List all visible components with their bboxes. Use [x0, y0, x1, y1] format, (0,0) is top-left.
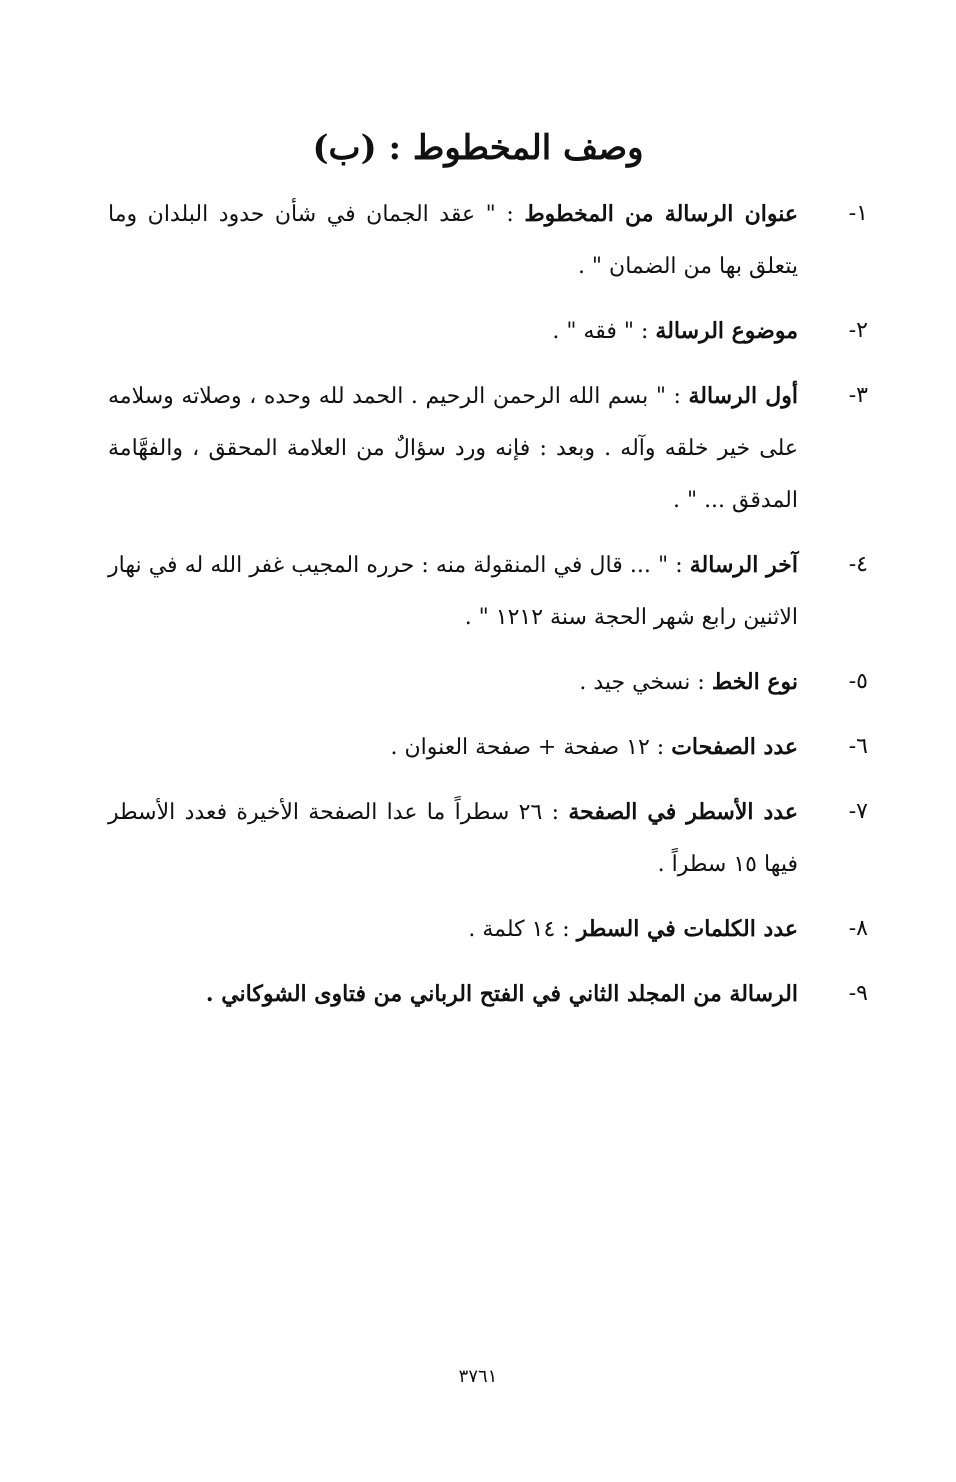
list-item: [108, 786, 868, 891]
item-label: الرسالة من المجلد الثاني في الفتح الرباني من فتاوى الشوكاني .: [205, 981, 798, 1007]
item-number: ٣-: [848, 383, 868, 408]
item-label: نوع الخط: [711, 669, 798, 695]
item-content: [108, 968, 798, 1021]
item-content: [108, 370, 798, 527]
item-number: ٩-: [848, 981, 868, 1006]
item-label: أول الرسالة: [688, 383, 798, 409]
list-item: [108, 903, 868, 956]
item-label: عدد الصفحات: [671, 734, 798, 760]
item-content: [108, 786, 798, 891]
item-number: ٦-: [848, 734, 868, 759]
list-item: [108, 370, 868, 527]
item-number: ١-: [848, 201, 868, 226]
item-number: ٨-: [848, 916, 868, 941]
list-item: [108, 305, 868, 358]
manuscript-description-list: [108, 188, 868, 1033]
item-content: [108, 305, 798, 358]
page-title: وصف المخطوط : (ب): [312, 128, 644, 168]
item-text: : " ... قال في المنقولة منه : حرره المجيب غفر الله له في نهار الاثنين رابع شهر الحجة سنة ١٢١٢ " .: [108, 553, 798, 630]
item-content: [108, 721, 798, 774]
item-text: : نسخي جيد .: [579, 670, 712, 695]
item-content: [108, 539, 798, 644]
page-number: ٣٧٦١: [458, 1366, 498, 1387]
item-number: ٤-: [848, 552, 868, 577]
item-content: [108, 656, 798, 709]
item-text: : ١٢ صفحة + صفحة العنوان .: [390, 735, 672, 760]
item-text: : ١٤ كلمة .: [468, 917, 577, 942]
item-text: : " عقد الجمان في شأن حدود البلدان وما يتعلق بها من الضمان " .: [108, 202, 798, 279]
item-label: عنوان الرسالة من المخطوط: [524, 201, 798, 227]
item-text: : " فقه " .: [552, 319, 656, 344]
item-text: : ٢٦ سطراً ما عدا الصفحة الأخيرة فعدد الأسطر فيها ١٥ سطراً .: [108, 800, 798, 877]
list-item: [108, 539, 868, 644]
list-item: [108, 656, 868, 709]
item-label: آخر الرسالة: [689, 552, 798, 578]
item-content: [108, 188, 798, 293]
item-text: : " بسم الله الرحمن الرحيم . الحمد لله وحده ، وصلاته وسلامه على خير خلقه وآله . وبعد : فإنه ورد سؤالٌ من العلامة المحقق ، والفهَّامة المدقق ... " .: [108, 384, 798, 513]
list-item: [108, 968, 868, 1021]
list-item: [108, 188, 868, 293]
item-content: [108, 903, 798, 956]
item-label: موضوع الرسالة: [655, 318, 798, 344]
item-number: ٥-: [848, 669, 868, 694]
item-number: ٢-: [848, 318, 868, 343]
item-label: عدد الكلمات في السطر: [576, 916, 798, 942]
item-label: عدد الأسطر في الصفحة: [568, 799, 798, 825]
list-item: [108, 721, 868, 774]
item-number: ٧-: [848, 799, 868, 824]
